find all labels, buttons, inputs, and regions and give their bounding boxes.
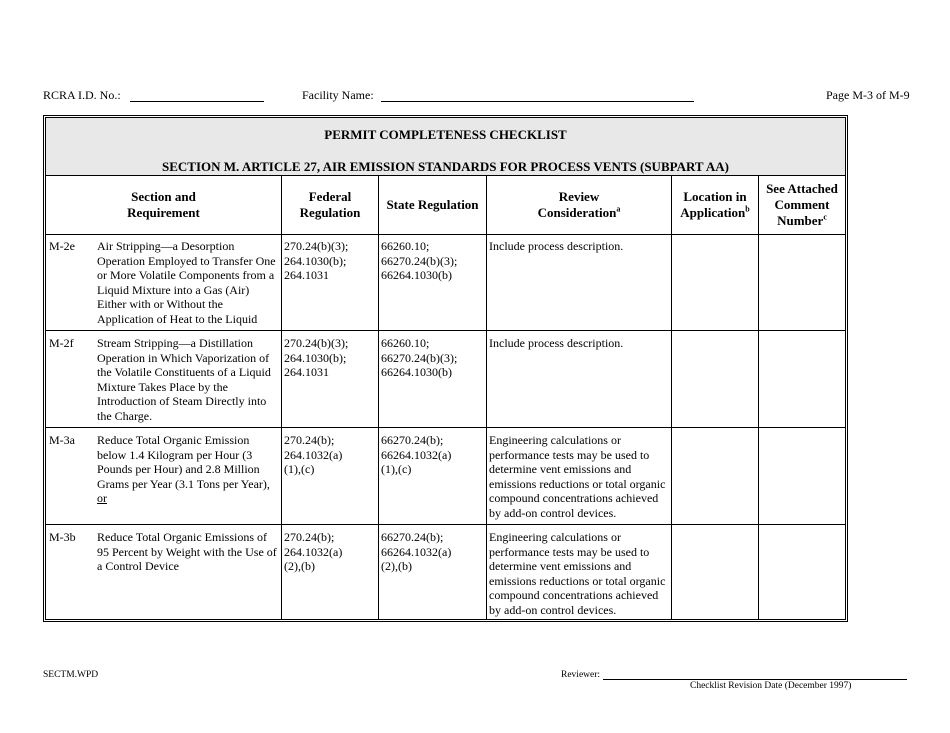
reg-line: 66270.24(b)(3); [381,253,458,268]
col-divider [281,176,282,619]
row-review: Include process description. [489,239,624,253]
col-header-comment [759,176,845,234]
row-id: M-2e [49,239,75,253]
col-header-text: Section and [131,189,196,204]
row-requirement: Stream Stripping—a Distillation Operation in Which Vaporization of the Volatile Constituents of a Liquid Mixture Takes Place by the Introduction of Steam Directly into the Charge. [97,336,271,423]
reg-line: 66264.1030(b) [381,365,452,380]
col-header-text: See Attached [766,181,838,196]
row-divider [46,427,845,428]
col-header-text: Application [680,205,746,220]
section-title: SECTION M. ARTICLE 27, AIR EMISSION STANDARDS FOR PROCESS VENTS (SUBPART AA) [162,159,729,174]
col-divider [378,176,379,619]
row-id: M-3a [49,433,75,447]
rcra-id-label: RCRA I.D. No.: [43,88,121,102]
reg-line: 66270.24(b); [381,433,444,447]
col-header-review [487,176,671,234]
table-grid [46,118,845,619]
facility-name-label: Facility Name: [302,88,374,102]
requirement-conjunction: or [97,491,107,506]
col-header-text: Requirement [127,205,200,220]
col-header-text: Location in [683,189,747,204]
reg-line: 270.24(b)(3); [284,336,349,350]
row-state [381,433,485,477]
row-federal [284,433,376,477]
reg-line: 264.1030(b); [284,253,347,268]
reg-line: 66270.24(b); [381,530,444,544]
reg-line: (2),(b) [284,559,315,574]
reg-line: 270.24(b)(3); [284,239,349,253]
row-review: Engineering calculations or performance tests may be used to determine vent emissions and emissions reductions or total organic compound concentrations achieved by add-on control devices. [489,433,666,520]
row-requirement: Reduce Total Organic Emissions of 95 Percent by Weight with the Use of a Control Device [97,530,277,574]
row-id: M-3b [49,530,76,544]
reg-line: (1),(c) [381,462,412,477]
revision-date: Checklist Revision Date (December 1997) [690,681,852,691]
reg-line: 264.1031 [284,268,329,283]
reg-line: 270.24(b); [284,530,335,544]
row-federal [284,336,376,380]
row-divider [46,524,845,525]
reg-line: (2),(b) [381,559,412,574]
reg-line: 264.1030(b); [284,350,347,365]
facility-name-blank[interactable] [381,89,694,102]
reg-line: 264.1032(a) [284,447,343,462]
footnote-mark: c [823,212,827,222]
checklist-title: PERMIT COMPLETENESS CHECKLIST [324,127,567,142]
reg-line: 264.1032(a) [284,544,343,559]
row-requirement: Air Stripping—a Desorption Operation Employed to Transfer One or More Volatile Components from a Liquid Mixture into a Gas (Air) Either with or Without the Application of Heat to the Liquid [97,239,276,326]
col-header-text: State Regulation [386,197,479,212]
col-divider [671,176,672,619]
col-divider [758,176,759,619]
col-header-text [777,213,827,229]
col-header-federal [282,176,378,234]
col-header-text: Consideration [537,205,617,220]
row-review: Include process description. [489,336,624,350]
rcra-id-blank[interactable] [130,89,264,102]
checklist-table [43,115,848,622]
reg-line: 270.24(b); [284,433,335,447]
reg-line: 66260.10; [381,239,430,253]
page-number: Page M-3 of M-9 [826,88,910,102]
reg-line: 66264.1032(a) [381,447,452,462]
requirement-text: Reduce Total Organic Emission below 1.4 Kilogram per Hour (3 Pounds per Hour) and 2.8 Million Grams per Year (3.1 Tons per Year), [97,433,270,491]
facility-name-field [302,88,694,102]
row-id: M-2f [49,336,74,350]
reg-line: 66270.24(b)(3); [381,350,458,365]
row-state [381,239,485,283]
reg-line: 66264.1030(b) [381,268,452,283]
col-header-text: Regulation [299,205,361,220]
file-name: SECTM.WPD [43,670,99,680]
footnote-mark: a [616,204,621,214]
reviewer-blank[interactable] [603,679,907,680]
col-header-text [680,205,749,221]
row-review: Engineering calculations or performance tests may be used to determine vent emissions and emissions reductions or total organic compound concentrations achieved by add-on control devices. [489,530,666,617]
row-state [381,530,485,574]
reg-line: 264.1031 [284,365,329,380]
col-header-text: Number [777,213,824,228]
reg-line: (1),(c) [284,462,315,477]
rcra-id-field [43,88,264,102]
col-header-text: Review [558,189,600,204]
row-divider [46,234,845,235]
col-header-text: Federal [308,189,352,204]
footnote-mark: b [745,204,750,214]
row-federal [284,530,376,574]
col-header-state [379,176,486,234]
row-requirement [97,433,279,506]
row-federal [284,239,376,283]
reg-line: 66260.10; [381,336,430,350]
col-header-text: Comment [774,197,830,212]
reg-line: 66264.1032(a) [381,544,452,559]
col-divider [486,176,487,619]
reviewer-label: Reviewer: [561,670,601,680]
col-header-section [46,176,281,234]
row-state [381,336,485,380]
col-header-location [672,176,758,234]
col-header-text [538,205,621,221]
row-divider [46,330,845,331]
